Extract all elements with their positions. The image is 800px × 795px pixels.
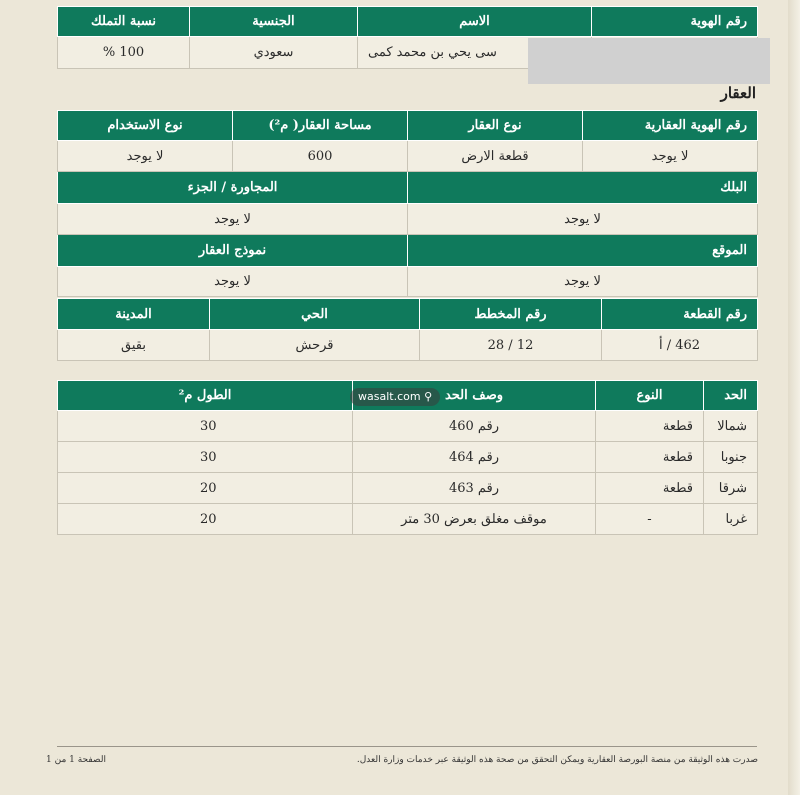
header-kind: النوع — [596, 381, 704, 411]
kind-cell: قطعة — [596, 442, 704, 473]
header-usage: نوع الاستخدام — [58, 111, 233, 141]
header-property-type: نوع العقار — [408, 111, 583, 141]
header-district: الحي — [210, 299, 420, 330]
header-plan-no: رقم المخطط — [420, 299, 602, 330]
page-edge — [788, 0, 800, 795]
length-cell: 30 — [58, 411, 353, 442]
plan-no: 12 / 28 — [420, 330, 602, 361]
section-title: العقار — [720, 84, 756, 102]
owner-nationality: سعودي — [190, 37, 358, 69]
description-cell: موقف مغلق بعرض 30 متر — [353, 504, 596, 535]
length-cell: 20 — [58, 504, 353, 535]
table-row — [58, 411, 758, 442]
table-row — [58, 504, 758, 535]
header-id: رقم الهوية — [592, 7, 758, 37]
boundary-cell: غربا — [704, 504, 758, 535]
header-model: نموذج العقار — [58, 235, 408, 267]
owner-name: سى يحي بن محمد كمى — [358, 37, 592, 69]
neighbor-value: لا يوجد — [58, 204, 408, 235]
header-neighbor: المجاورة / الجزء — [58, 172, 408, 204]
boundary-cell: شرقا — [704, 473, 758, 504]
header-area: مساحة العقار( م²) — [233, 111, 408, 141]
header-city: المدينة — [58, 299, 210, 330]
description-cell: رقم 460 — [353, 411, 596, 442]
boundary-cell: شمالا — [704, 411, 758, 442]
boundary-cell: جنوبا — [704, 442, 758, 473]
length-cell: 30 — [58, 442, 353, 473]
header-name: الاسم — [358, 7, 592, 37]
district: قرحش — [210, 330, 420, 361]
header-description: وصف الحد — [353, 381, 596, 411]
header-location: الموقع — [408, 235, 758, 267]
block-value: لا يوجد — [408, 204, 758, 235]
property-table — [57, 110, 758, 297]
header-nationality: الجنسية — [190, 7, 358, 37]
header-length: الطول م² — [58, 381, 353, 411]
kind-cell: قطعة — [596, 473, 704, 504]
watermark-text: wasalt.com — [358, 390, 421, 403]
redacted-box — [528, 38, 770, 84]
parcel-no: 462 / أ — [602, 330, 758, 361]
kind-cell: - — [596, 504, 704, 535]
header-property-id: رقم الهوية العقارية — [583, 111, 758, 141]
property-usage: لا يوجد — [58, 141, 233, 172]
header-block: البلك — [408, 172, 758, 204]
parcel-table — [57, 298, 758, 361]
length-cell: 20 — [58, 473, 353, 504]
header-share: نسبة التملك — [58, 7, 190, 37]
description-cell: رقم 463 — [353, 473, 596, 504]
city: بقيق — [58, 330, 210, 361]
description-cell: رقم 464 — [353, 442, 596, 473]
footer-divider — [57, 746, 757, 747]
header-parcel-no: رقم القطعة — [602, 299, 758, 330]
footer-page: الصفحة 1 من 1 — [46, 755, 106, 765]
watermark-badge — [350, 388, 440, 406]
kind-cell: قطعة — [596, 411, 704, 442]
property-area: 600 — [233, 141, 408, 172]
property-id: لا يوجد — [583, 141, 758, 172]
owner-share: 100 % — [58, 37, 190, 69]
footer-note: صدرت هذه الوثيقة من منصة البورصة العقارية ويمكن التحقق من صحة هذه الوثيقة عبر خدمات وزارة العدل. — [356, 755, 758, 765]
location-value: لا يوجد — [408, 267, 758, 297]
model-value: لا يوجد — [58, 267, 408, 297]
table-row — [58, 473, 758, 504]
property-type: قطعة الارض — [408, 141, 583, 172]
location-pin-icon: ⚲ — [424, 390, 433, 403]
header-boundary: الحد — [704, 381, 758, 411]
table-row — [58, 442, 758, 473]
